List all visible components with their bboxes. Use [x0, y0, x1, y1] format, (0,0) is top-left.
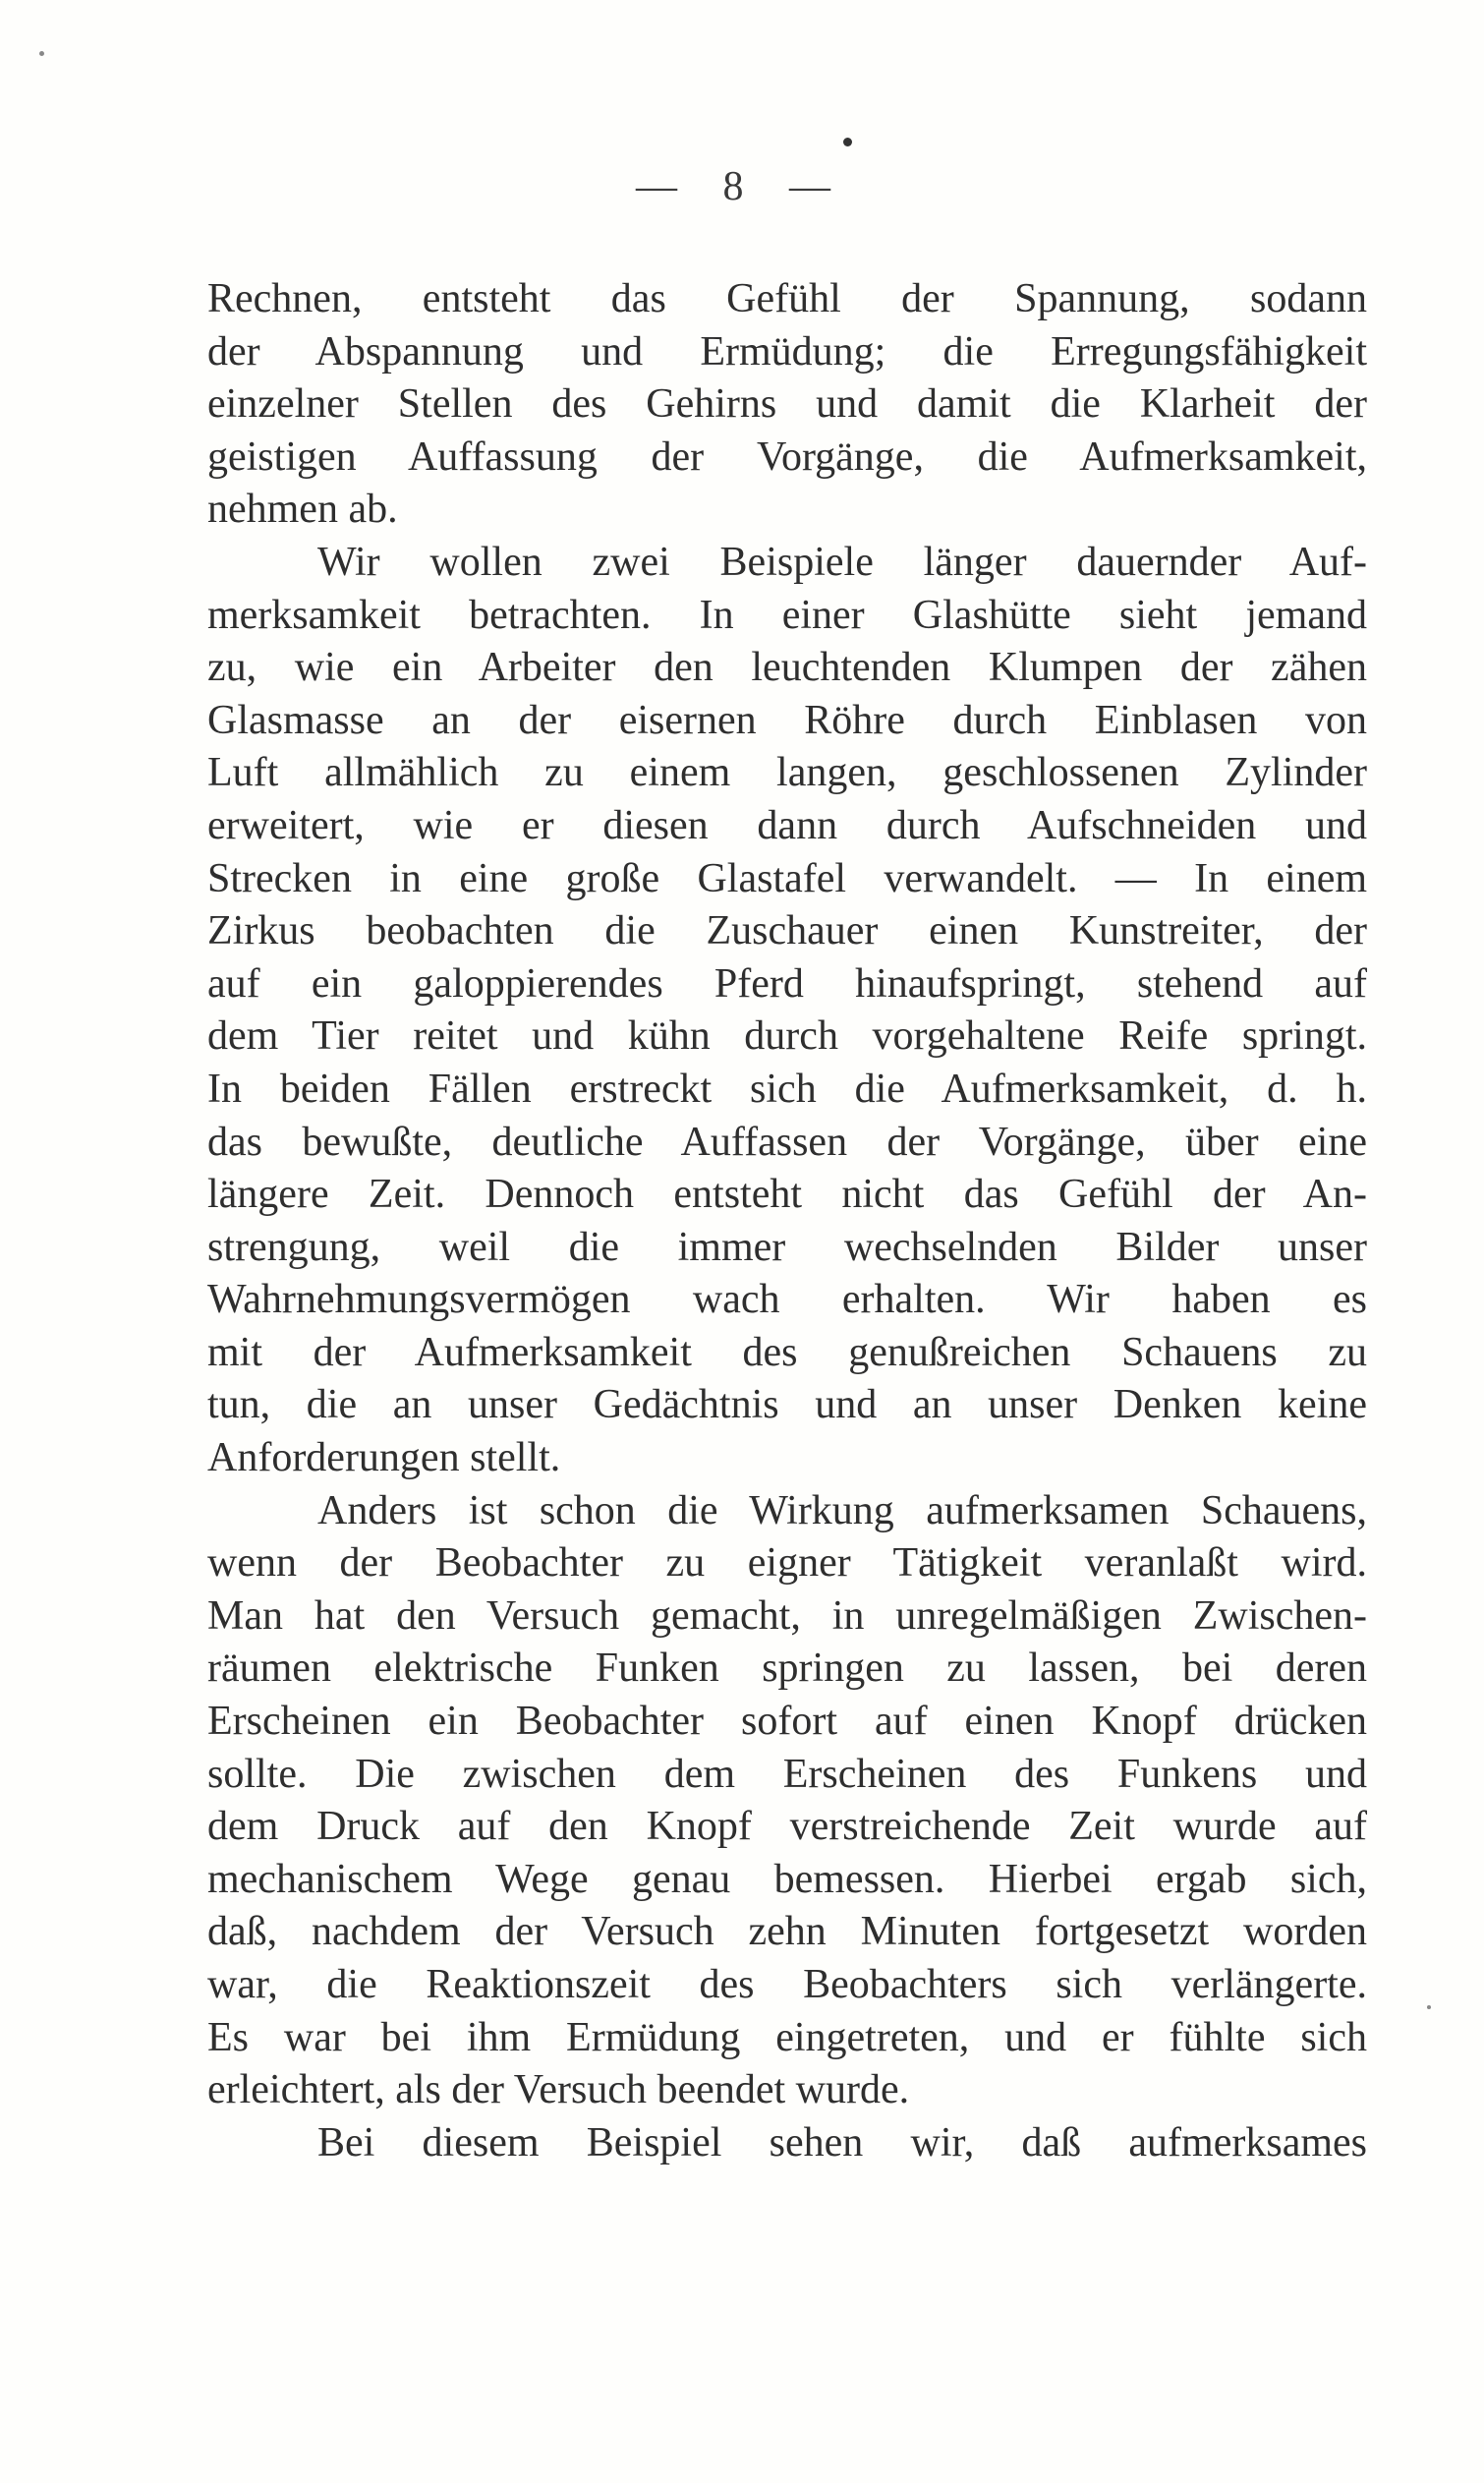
- text-line: tun, die an unser Gedächtnis und an unser Denken keine: [207, 1382, 1367, 1428]
- text-line: strengung, weil die immer wechselnden Bilder unser: [207, 1224, 1367, 1270]
- text-line: sollte. Die zwischen dem Erscheinen des Funkens und: [207, 1751, 1367, 1797]
- text-line: wenn der Beobachter zu eigner Tätigkeit veranlaßt wird.: [207, 1540, 1367, 1587]
- text-line: war, die Reaktionszeit des Beobachters sich verlängerte.: [207, 1962, 1367, 2007]
- text-line: Glasmasse an der eisernen Röhre durch Einblasen von: [207, 697, 1367, 743]
- text-line: In beiden Fällen erstreckt sich die Aufmerksamkeit, d. h.: [207, 1066, 1367, 1112]
- text-line: nehmen ab.: [207, 487, 398, 533]
- ink-speck: [1427, 2005, 1431, 2009]
- text-line: dem Druck auf den Knopf verstreichende Zeit wurde auf: [207, 1804, 1367, 1850]
- text-line: mit der Aufmerksamkeit des genußreichen Schauens zu: [207, 1329, 1367, 1375]
- text-line: Bei diesem Beispiel sehen wir, daß aufmerksames: [317, 2119, 1367, 2165]
- ink-speck: [39, 51, 44, 56]
- text-line: Strecken in eine große Glastafel verwandelt. — In einem: [207, 855, 1367, 901]
- text-line: geistigen Auffassung der Vorgänge, die Aufmerksamkeit,: [207, 433, 1367, 480]
- text-line: räumen elektrische Funken springen zu lassen, bei deren: [207, 1646, 1367, 1692]
- text-line: Erscheinen ein Beobachter sofort auf einen Knopf drücken: [207, 1699, 1367, 1745]
- text-line: daß, nachdem der Versuch zehn Minuten fortgesetzt worden: [207, 1909, 1367, 1955]
- text-line: erleichtert, als der Versuch beendet wurde.: [207, 2067, 910, 2113]
- text-line: mechanischem Wege genau bemessen. Hierbei ergab sich,: [207, 1856, 1367, 1902]
- text-line: auf ein galoppierendes Pferd hinaufspringt, stehend auf: [207, 960, 1367, 1007]
- text-line: Zirkus beobachten die Zuschauer einen Kunstreiter, der: [207, 908, 1367, 954]
- text-line: erweitert, wie er diesen dann durch Aufschneiden und: [207, 802, 1367, 848]
- ink-dot: [843, 138, 852, 146]
- text-line: Man hat den Versuch gemacht, in unregelmäßigen Zwischen-: [207, 1592, 1367, 1639]
- text-line: Wahrnehmungsvermögen wach erhalten. Wir haben es: [207, 1277, 1367, 1323]
- text-line: einzelner Stellen des Gehirns und damit die Klarheit der: [207, 381, 1367, 428]
- text-line: merksamkeit betrachten. In einer Glashütte sieht jemand: [207, 592, 1367, 638]
- body-text: [207, 273, 1367, 2169]
- text-line: das bewußte, deutliche Auffassen der Vorgänge, über eine: [207, 1119, 1367, 1165]
- paragraph: [207, 537, 1367, 1485]
- text-line: dem Tier reitet und kühn durch vorgehaltene Reife springt.: [207, 1013, 1367, 1060]
- text-line: Luft allmählich zu einem langen, geschlossenen Zylinder: [207, 750, 1367, 796]
- text-line: Anders ist schon die Wirkung aufmerksamen Schauens,: [317, 1487, 1367, 1533]
- text-line: der Abspannung und Ermüdung; die Erregungsfähigkeit: [207, 328, 1367, 375]
- text-line: Rechnen, entsteht das Gefühl der Spannung, sodann: [207, 276, 1367, 321]
- paragraph: [207, 1485, 1367, 2117]
- text-line: längere Zeit. Dennoch entsteht nicht das Gefühl der An-: [207, 1172, 1367, 1218]
- text-line: Wir wollen zwei Beispiele länger dauernder Auf-: [317, 539, 1367, 585]
- text-line: Anforderungen stellt.: [207, 1435, 561, 1481]
- paragraph: [207, 2117, 1367, 2170]
- paragraph: [207, 273, 1367, 537]
- text-line: Es war bei ihm Ermüdung eingetreten, und er fühlte sich: [207, 2014, 1367, 2060]
- page-number: — 8 —: [636, 164, 848, 209]
- text-line: zu, wie ein Arbeiter den leuchtenden Klumpen der zähen: [207, 645, 1367, 691]
